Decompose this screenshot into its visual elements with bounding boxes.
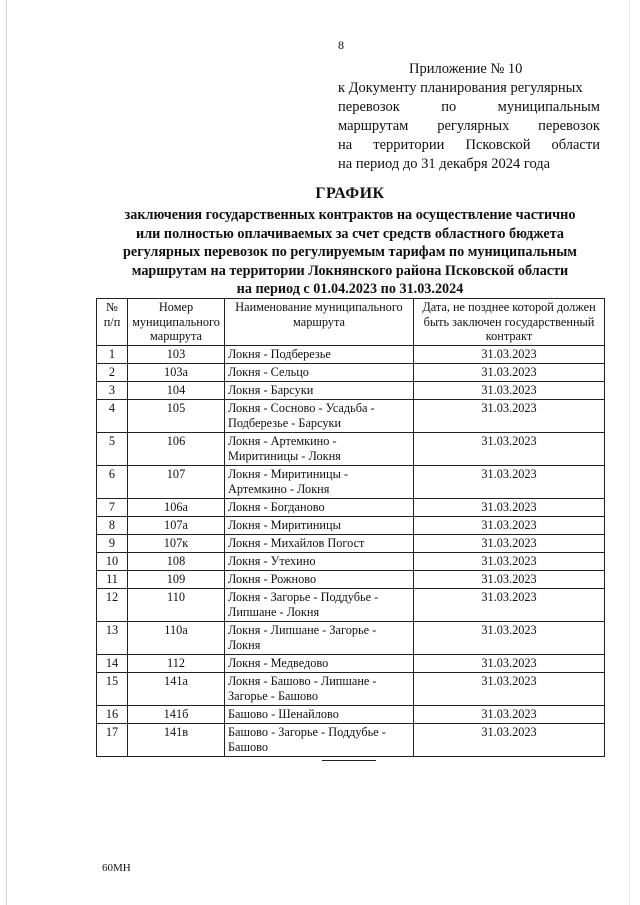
cell-contract-date: 31.03.2023: [414, 433, 605, 466]
cell-route-number: 112: [128, 655, 225, 673]
table-row: [97, 724, 605, 757]
cell-contract-date: 31.03.2023: [414, 724, 605, 757]
cell-route-name: [225, 571, 414, 589]
cell-contract-date: 31.03.2023: [414, 589, 605, 622]
table-row: [97, 673, 605, 706]
table-row: [97, 346, 605, 364]
header-text-line: маршрута: [293, 314, 345, 329]
header-text-line: быть заключен государственный: [423, 314, 595, 329]
cell-contract-date: 31.03.2023: [414, 400, 605, 433]
cell-number: 6: [97, 466, 128, 499]
cell-route-name: [225, 553, 414, 571]
appendix-line: [338, 79, 600, 98]
header-text-line: №: [106, 300, 118, 314]
cell-contract-date: 31.03.2023: [414, 517, 605, 535]
cell-contract-date: 31.03.2023: [414, 553, 605, 571]
route-name-line: Локня - Подберезье: [228, 347, 331, 361]
appendix-word: перевозок: [338, 99, 400, 115]
cell-number: 15: [97, 673, 128, 706]
cell-contract-date: 31.03.2023: [414, 382, 605, 400]
cell-route-name: [225, 364, 414, 382]
cell-route-name: [225, 382, 414, 400]
page-edge-right: [629, 0, 630, 905]
cell-route-number: 106а: [128, 499, 225, 517]
appendix-line: [338, 155, 600, 174]
route-name-line: Локня - Башово - Липшане -: [228, 674, 377, 688]
cell-route-name: [225, 433, 414, 466]
route-name-line: Локня - Миритиницы: [228, 518, 341, 532]
cell-route-name: [225, 346, 414, 364]
cell-contract-date: 31.03.2023: [414, 655, 605, 673]
cell-number: 11: [97, 571, 128, 589]
appendix-word: области: [551, 137, 600, 153]
appendix-line: [338, 136, 600, 155]
route-name-line: Загорье - Башово: [228, 688, 318, 703]
header-route-name: [225, 299, 414, 346]
appendix-word: маршрутам: [338, 118, 409, 134]
closing-divider: [322, 760, 376, 761]
cell-number: 13: [97, 622, 128, 655]
cell-route-name: [225, 499, 414, 517]
cell-route-number: 105: [128, 400, 225, 433]
cell-number: 5: [97, 433, 128, 466]
schedule-table: [96, 298, 605, 757]
table-row: [97, 400, 605, 433]
table-row: [97, 517, 605, 535]
table-row: [97, 382, 605, 400]
table-row: [97, 553, 605, 571]
header-text-line: маршрута: [150, 329, 202, 343]
appendix-word: перевозок: [538, 118, 600, 134]
appendix-line: [338, 117, 600, 136]
document-heading: [96, 184, 604, 299]
cell-route-number: 103а: [128, 364, 225, 382]
route-name-line: Локня - Липшане - Загорье -: [228, 623, 377, 637]
cell-route-name: [225, 724, 414, 757]
cell-number: 4: [97, 400, 128, 433]
header-number: [97, 299, 128, 346]
heading-line: или полностью оплачиваемых за счет средств областного бюджета: [136, 225, 564, 242]
table-row: [97, 622, 605, 655]
table-row: [97, 535, 605, 553]
table-row: [97, 499, 605, 517]
cell-number: 3: [97, 382, 128, 400]
appendix-word: к Документу планирования регулярных: [338, 80, 583, 96]
route-name-line: Локня - Рожново: [228, 572, 317, 586]
cell-number: 9: [97, 535, 128, 553]
table-row: [97, 571, 605, 589]
appendix-word: территории: [373, 137, 445, 153]
cell-route-name: [225, 655, 414, 673]
table-row: [97, 589, 605, 622]
cell-route-number: 141в: [128, 724, 225, 757]
cell-route-name: [225, 622, 414, 655]
cell-number: 14: [97, 655, 128, 673]
page-number: 8: [338, 38, 344, 52]
cell-route-number: 106: [128, 433, 225, 466]
cell-route-number: 107к: [128, 535, 225, 553]
footer-code: 60МН: [102, 862, 131, 874]
cell-number: 16: [97, 706, 128, 724]
route-name-line: Липшане - Локня: [228, 604, 320, 619]
route-name-line: Локня - Утехино: [228, 554, 316, 568]
cell-route-name: [225, 589, 414, 622]
route-name-line: Локня - Сельцо: [228, 365, 309, 379]
cell-route-number: 103: [128, 346, 225, 364]
route-name-line: Локня - Медведово: [228, 656, 329, 670]
cell-route-number: 107: [128, 466, 225, 499]
appendix-word: муниципальным: [497, 99, 600, 115]
appendix-title: Приложение № 10: [409, 61, 523, 77]
appendix-word: на: [338, 137, 353, 153]
route-name-line: Артемкино - Локня: [228, 481, 330, 496]
cell-route-number: 110: [128, 589, 225, 622]
appendix-word: на период до 31 декабря 2024 года: [338, 156, 551, 172]
cell-route-name: [225, 466, 414, 499]
route-name-line: Локня - Артемкино -: [228, 434, 337, 448]
table-row: [97, 433, 605, 466]
cell-route-name: [225, 535, 414, 553]
header-text-line: п/п: [103, 314, 121, 329]
route-name-line: Локня - Михайлов Погост: [228, 536, 365, 550]
appendix-word: по: [441, 99, 457, 115]
cell-route-name: [225, 706, 414, 724]
cell-contract-date: 31.03.2023: [414, 346, 605, 364]
cell-route-number: 108: [128, 553, 225, 571]
header-text-line: Дата, не позднее которой должен: [422, 300, 596, 314]
table-row: [97, 364, 605, 382]
table-row: [97, 466, 605, 499]
heading-line: регулярных перевозок по регулируемым тарифам по муниципальным: [123, 244, 577, 260]
cell-contract-date: 31.03.2023: [414, 499, 605, 517]
route-name-line: Локня - Барсуки: [228, 383, 314, 397]
heading-title: ГРАФИК: [315, 185, 385, 202]
cell-number: 10: [97, 553, 128, 571]
cell-contract-date: 31.03.2023: [414, 706, 605, 724]
cell-contract-date: 31.03.2023: [414, 466, 605, 499]
cell-number: 17: [97, 724, 128, 757]
cell-number: 12: [97, 589, 128, 622]
cell-number: 2: [97, 364, 128, 382]
route-name-line: Башово: [228, 739, 269, 754]
header-contract-date: [414, 299, 605, 346]
cell-number: 7: [97, 499, 128, 517]
route-name-line: Башово - Шенайлово: [228, 707, 339, 721]
cell-route-number: 104: [128, 382, 225, 400]
appendix-word: Псковской: [465, 137, 531, 153]
cell-route-number: 141б: [128, 706, 225, 724]
route-name-line: Локня - Загорье - Поддубье -: [228, 590, 379, 604]
cell-route-number: 110а: [128, 622, 225, 655]
cell-route-name: [225, 673, 414, 706]
route-name-line: Башово - Загорье - Поддубье -: [228, 725, 386, 739]
cell-contract-date: 31.03.2023: [414, 571, 605, 589]
route-name-line: Локня: [228, 637, 261, 652]
heading-line: маршрутам на территории Локнянского района Псковской области: [131, 262, 569, 279]
appendix-lines: [338, 79, 600, 174]
heading-subtitle: [96, 206, 604, 299]
heading-line: заключения государственных контрактов на осуществление частично: [124, 207, 576, 223]
table-header-row: [97, 299, 605, 346]
header-text-line: Номер: [158, 300, 194, 314]
route-name-line: Локня - Богданово: [228, 500, 325, 514]
route-name-line: Локня - Миритиницы -: [228, 467, 349, 481]
page-edge-left: [6, 0, 7, 905]
table-row: [97, 655, 605, 673]
cell-contract-date: 31.03.2023: [414, 622, 605, 655]
appendix-line: [338, 98, 600, 117]
header-text-line: контракт: [485, 329, 533, 343]
header-text-line: муниципального: [132, 314, 220, 329]
cell-number: 1: [97, 346, 128, 364]
cell-contract-date: 31.03.2023: [414, 673, 605, 706]
route-name-line: Подберезье - Барсуки: [228, 415, 342, 430]
route-name-line: Локня - Сосново - Усадьба -: [228, 401, 375, 415]
appendix-block: [338, 60, 600, 174]
table-row: [97, 706, 605, 724]
cell-route-number: 109: [128, 571, 225, 589]
cell-route-number: 107а: [128, 517, 225, 535]
header-route-number: [128, 299, 225, 346]
cell-number: 8: [97, 517, 128, 535]
cell-route-name: [225, 400, 414, 433]
header-text-line: Наименование муниципального: [235, 300, 403, 314]
cell-contract-date: 31.03.2023: [414, 535, 605, 553]
cell-route-number: 141а: [128, 673, 225, 706]
cell-route-name: [225, 517, 414, 535]
route-name-line: Миритиницы - Локня: [228, 448, 341, 463]
cell-contract-date: 31.03.2023: [414, 364, 605, 382]
appendix-word: регулярных: [437, 118, 510, 134]
table-body: [97, 346, 605, 757]
heading-line: на период с 01.04.2023 по 31.03.2024: [236, 281, 464, 297]
